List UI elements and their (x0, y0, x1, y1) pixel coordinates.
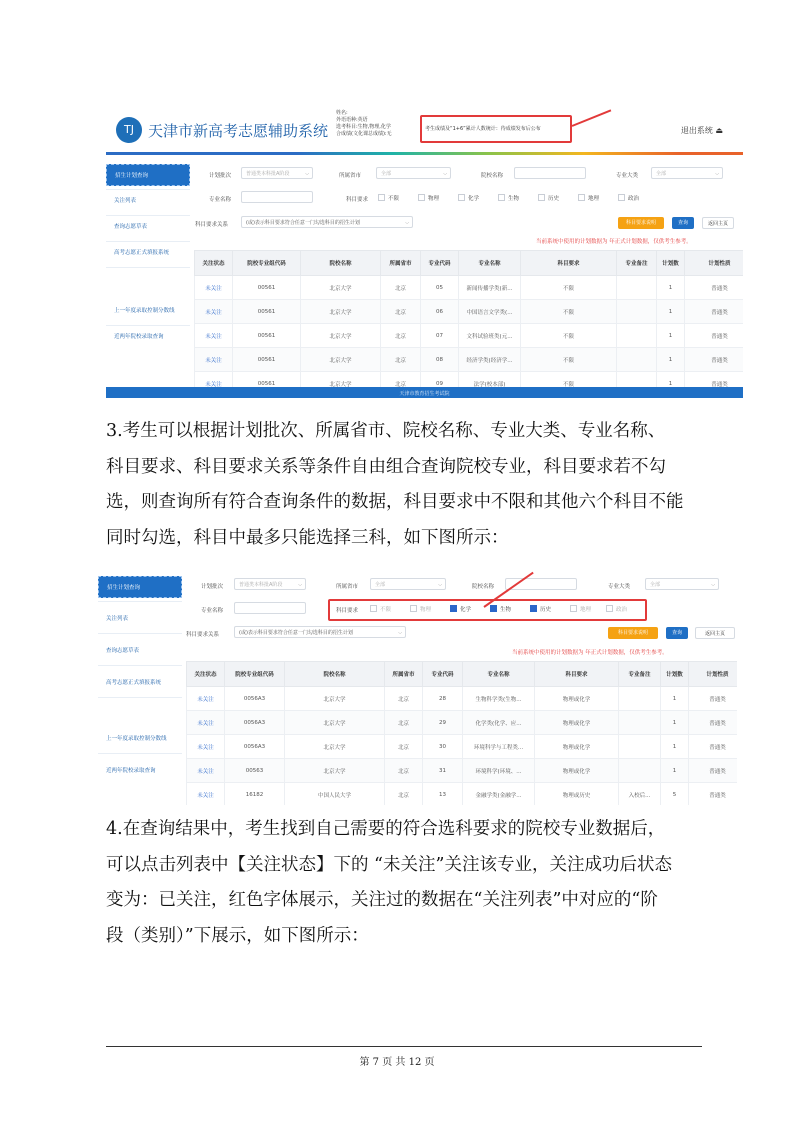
user-info: 姓名: 外语语种:英语 选考科目:生物,物理,化学 合成绩(文化课总成绩):无 (336, 110, 392, 137)
subject-desc-button[interactable]: 科目要求说明 (618, 217, 664, 229)
sidebar-item-plan-query[interactable]: 招生计划查询 (106, 164, 190, 186)
paragraph-4: 4.在查询结果中，考生找到自己需要的符合选科要求的院校专业数据后， 可以点击列表中【关注状态】下的 “未关注”关注该专业，关注成功后状态 变为：已关注，红色字体展示，关注过的数据在“关注列表”中对应的“阶 段（类别）”下展示，如下图所示： (106, 819, 672, 946)
follow-status-link[interactable]: 未关注 (195, 348, 233, 372)
major-name-label: 专业名称 (209, 197, 232, 203)
sidebar-item-formal-apply[interactable]: 高考志愿正式填报系统 (114, 250, 170, 256)
major-name-label: 专业名称 (201, 608, 224, 614)
footer-divider (106, 1046, 702, 1047)
table-cell: 00561 (233, 348, 301, 372)
major-class-label: 专业大类 (608, 584, 631, 590)
province-select[interactable]: 全部 ⌵ (370, 578, 446, 590)
chevron-down-icon: ⌵ (443, 171, 447, 177)
major-class-label: 专业大类 (616, 173, 639, 179)
table-cell: 00561 (233, 324, 301, 348)
table-row (187, 759, 738, 783)
chevron-down-icon: ⌵ (305, 171, 309, 177)
table-cell: 普通类 (689, 759, 738, 783)
table-cell: 00561 (233, 372, 301, 396)
table-header-row (195, 251, 744, 276)
checkbox-physics[interactable]: 物理 (410, 605, 431, 613)
table-cell: 0056A3 (225, 735, 285, 759)
table-cell: 北京大学 (301, 276, 381, 300)
table-cell: 北京 (385, 687, 423, 711)
table-cell: 北京 (385, 783, 423, 806)
table-cell (619, 759, 661, 783)
table-row (195, 276, 744, 300)
table-cell: 北京 (385, 759, 423, 783)
subject-req-label: 科目要求 (346, 197, 369, 203)
table-cell: 北京大学 (301, 348, 381, 372)
table-cell (617, 324, 657, 348)
plan-batch-label: 计划批次 (201, 584, 224, 590)
checkbox-unlimited[interactable]: 不限 (370, 605, 391, 613)
table-row (195, 300, 744, 324)
relation-label: 科目要求关系 (195, 222, 229, 228)
table-cell: 物理或历史 (535, 783, 619, 806)
table-cell: 北京 (381, 300, 421, 324)
query-button[interactable]: 查询 (672, 217, 694, 229)
major-name-input[interactable] (241, 191, 313, 203)
table-row (187, 711, 738, 735)
follow-status-link[interactable]: 未关注 (187, 783, 225, 806)
table-cell: 北京大学 (301, 324, 381, 348)
plan-warning: 当前系统中使用的计划数据为 年正式计划数据，仅供考生参考。 (512, 650, 668, 656)
college-label: 院校名称 (481, 173, 504, 179)
checkbox-politics[interactable]: 政治 (606, 605, 627, 613)
column-header: 所属省市 (385, 662, 423, 687)
table-cell: 1 (661, 687, 689, 711)
sidebar-item-last-year-score[interactable]: 上一年度录取控制分数线 (114, 308, 175, 314)
table-cell: 北京 (381, 372, 421, 396)
table-cell: 北京大学 (301, 300, 381, 324)
major-name-input[interactable] (234, 602, 306, 614)
checkbox-chemistry[interactable]: 化学 (458, 194, 479, 202)
column-header: 专业备注 (619, 662, 661, 687)
table-cell: 05 (421, 276, 459, 300)
table-cell: 北京大学 (285, 759, 385, 783)
table-cell: 文科试验班类(元... (459, 324, 521, 348)
table-cell: 1 (657, 348, 685, 372)
table-cell: 07 (421, 324, 459, 348)
table-cell: 16182 (225, 783, 285, 806)
sidebar-item-two-year-admission[interactable]: 近两年院校录取查询 (114, 334, 164, 340)
table-cell: 08 (421, 348, 459, 372)
table-cell: 1 (657, 324, 685, 348)
table-cell: 北京 (385, 711, 423, 735)
relation-select[interactable]: (或)表示科目要求符合任意一门勾选科目的招生计划 ⌵ (241, 216, 413, 228)
table-cell: 1 (657, 300, 685, 324)
table-cell: 0056A3 (225, 687, 285, 711)
subject-desc-button[interactable]: 科目要求说明 (608, 627, 658, 639)
table-header-row (187, 662, 738, 687)
province-label: 所属省市 (336, 584, 359, 590)
table-cell: 30 (423, 735, 463, 759)
query-button[interactable]: 查询 (666, 627, 688, 639)
column-header: 计划数 (657, 251, 685, 276)
checkbox-geography[interactable]: 地理 (578, 194, 599, 202)
notice-highlight-box (420, 115, 572, 143)
sidebar-item-draft[interactable]: 查询志愿草表 (114, 224, 148, 230)
sidebar (98, 568, 182, 805)
table-cell: 入校后... (619, 783, 661, 806)
table-cell: 00563 (225, 759, 285, 783)
table-cell: 北京大学 (285, 687, 385, 711)
table-cell: 普通类 (689, 687, 738, 711)
table-cell: 1 (661, 759, 689, 783)
table-cell: 不限 (521, 324, 617, 348)
chevron-down-icon: ⌵ (715, 171, 719, 177)
follow-status-link[interactable]: 未关注 (195, 300, 233, 324)
table-cell: 普通类 (685, 324, 744, 348)
table-cell (617, 300, 657, 324)
table-cell: 物理或化学 (535, 735, 619, 759)
table-cell: 物理或化学 (535, 687, 619, 711)
plan-batch-label: 计划批次 (209, 173, 232, 179)
column-header: 院校名称 (301, 251, 381, 276)
table-cell: 北京 (381, 324, 421, 348)
table-cell: 28 (423, 687, 463, 711)
table-cell: 普通类 (689, 735, 738, 759)
table-cell (617, 276, 657, 300)
table-cell: 北京大学 (285, 711, 385, 735)
table-cell: 金融学类(金融学... (463, 783, 535, 806)
table-cell: 中国语言文学类(... (459, 300, 521, 324)
column-header: 专业代码 (423, 662, 463, 687)
table-cell: 北京大学 (285, 735, 385, 759)
chevron-down-icon: ⌵ (405, 220, 409, 226)
table-row (195, 348, 744, 372)
column-header: 专业名称 (459, 251, 521, 276)
table-cell: 物理或化学 (535, 759, 619, 783)
table-cell: 普通类 (685, 348, 744, 372)
column-header: 所属省市 (381, 251, 421, 276)
table-cell: 1 (661, 711, 689, 735)
column-header: 科目要求 (535, 662, 619, 687)
score-notice: 考生成绩及“1+6”累计人数统计：待成绩发布后公布 (425, 126, 541, 132)
table-cell: 经济学类(经济学... (459, 348, 521, 372)
table-cell: 生物科学类(生物... (463, 687, 535, 711)
chevron-down-icon: ⌵ (298, 582, 302, 588)
column-header: 计划性质 (689, 662, 738, 687)
table-row (195, 324, 744, 348)
sidebar (106, 160, 190, 385)
table-cell (617, 348, 657, 372)
relation-select[interactable]: (或)表示科目要求符合任意一门勾选科目的招生计划 ⌵ (234, 626, 406, 638)
checkbox-geography[interactable]: 地理 (570, 605, 591, 613)
table-cell: 不限 (521, 372, 617, 396)
paragraph-3: 3.考生可以根据计划批次、所属省市、院校名称、专业大类、专业名称、 科目要求、科目要求关系等条件自由组合查询院校专业，科目要求若不勾 选，则查询所有符合查询条件的数据，科目要求中不限和其他六个科目不能 同时勾选，科目中最多只能选择三科，如下图所示： (106, 421, 684, 548)
sidebar-item-follow-list[interactable]: 关注列表 (106, 616, 129, 622)
plan-warning: 当前系统中使用的计划数据为 年正式计划数据，仅供考生参考。 (536, 239, 692, 245)
table-cell: 普通类 (685, 300, 744, 324)
subject-table (186, 661, 737, 805)
screenshot-subject-query (98, 568, 737, 805)
column-header: 关注状态 (195, 251, 233, 276)
checkbox-chemistry[interactable]: 化学 (450, 605, 471, 613)
table-cell: 化学类(化学、应... (463, 711, 535, 735)
home-button[interactable]: 返回主页 (695, 627, 735, 639)
table-row (187, 687, 738, 711)
table-cell: 北京 (381, 276, 421, 300)
table-cell: 普通类 (689, 783, 738, 806)
column-header: 计划数 (661, 662, 689, 687)
table-cell: 北京大学 (301, 372, 381, 396)
major-class-select[interactable]: 全部 ⌵ (651, 167, 723, 179)
table-cell: 不限 (521, 300, 617, 324)
column-header: 科目要求 (521, 251, 617, 276)
plan-table (194, 250, 743, 396)
sidebar-item-plan-query[interactable]: 招生计划查询 (98, 576, 182, 598)
column-header: 专业代码 (421, 251, 459, 276)
sidebar-item-follow-list[interactable]: 关注列表 (114, 198, 137, 204)
college-label: 院校名称 (472, 584, 495, 590)
follow-status-link[interactable]: 未关注 (187, 711, 225, 735)
plan-batch-select[interactable]: 普通类本科批A阶段 ⌵ (234, 578, 306, 590)
follow-status-link[interactable]: 未关注 (187, 687, 225, 711)
annotation-arrow-icon (572, 109, 612, 127)
sidebar-item-last-year-score[interactable]: 上一年度录取控制分数线 (106, 736, 167, 742)
follow-status-link[interactable]: 未关注 (195, 276, 233, 300)
column-header: 院校专业组代码 (233, 251, 301, 276)
sidebar-item-draft[interactable]: 查询志愿草表 (106, 648, 140, 654)
app-header (106, 105, 743, 155)
screenshot-query-page (106, 105, 743, 398)
page-number: 第 7 页 共 12 页 (359, 1057, 435, 1068)
table-cell: 中国人民大学 (285, 783, 385, 806)
table-cell: 09 (421, 372, 459, 396)
checkbox-politics[interactable]: 政治 (618, 194, 639, 202)
major-class-select[interactable]: 全部 ⌵ (645, 578, 719, 590)
sidebar-item-formal-apply[interactable]: 高考志愿正式填报系统 (106, 680, 162, 686)
plan-batch-select[interactable]: 普通类本科批A阶段 ⌵ (241, 167, 313, 179)
table-cell: 普通类 (685, 276, 744, 300)
table-cell (619, 711, 661, 735)
checkbox-physics[interactable]: 物理 (418, 194, 439, 202)
table-cell: 北京 (381, 348, 421, 372)
column-header: 院校专业组代码 (225, 662, 285, 687)
column-header: 关注状态 (187, 662, 225, 687)
header-color-bar (106, 152, 743, 155)
table-cell: 5 (661, 783, 689, 806)
checkbox-history[interactable]: 历史 (530, 605, 551, 613)
table-cell (619, 735, 661, 759)
checkbox-history[interactable]: 历史 (538, 194, 559, 202)
table-cell: 新闻传播学类(新... (459, 276, 521, 300)
table-row (187, 735, 738, 759)
column-header: 专业名称 (463, 662, 535, 687)
app-title: 天津市新高考志愿辅助系统 (148, 122, 329, 140)
table-row (187, 783, 738, 806)
province-select[interactable]: 全部 ⌵ (376, 167, 451, 179)
home-button[interactable]: 返回主页 (702, 217, 734, 229)
subject-req-label: 科目要求 (336, 608, 359, 614)
table-cell: 0056A3 (225, 711, 285, 735)
table-cell: 31 (423, 759, 463, 783)
logout-button[interactable]: 退出系统 ⏏ (680, 126, 723, 135)
checkbox-biology[interactable]: 生物 (490, 605, 511, 613)
chevron-down-icon: ⌵ (711, 582, 715, 588)
table-cell: 法学(校本部) (459, 372, 521, 396)
table-cell: 1 (661, 735, 689, 759)
table-cell: 06 (421, 300, 459, 324)
relation-label: 科目要求关系 (186, 632, 220, 638)
chevron-down-icon: ⌵ (438, 582, 442, 588)
column-header: 计划性质 (685, 251, 744, 276)
table-cell: 1 (657, 372, 685, 396)
province-label: 所属省市 (339, 173, 362, 179)
table-cell: 北京 (385, 735, 423, 759)
table-cell: 00561 (233, 276, 301, 300)
table-cell: 00561 (233, 300, 301, 324)
table-cell: 不限 (521, 276, 617, 300)
follow-status-link[interactable]: 未关注 (195, 372, 233, 396)
table-cell: 普通类 (685, 372, 744, 396)
sidebar-item-two-year-admission[interactable]: 近两年院校录取查询 (106, 768, 156, 774)
checkbox-unlimited[interactable]: 不限 (378, 194, 399, 202)
tianjin-logo-icon: TJ (116, 117, 142, 143)
table-cell: 13 (423, 783, 463, 806)
chevron-down-icon: ⌵ (398, 630, 402, 636)
column-header: 院校名称 (285, 662, 385, 687)
follow-status-link[interactable]: 未关注 (195, 324, 233, 348)
table-cell: 普通类 (689, 711, 738, 735)
table-cell: 环境科学(环境、... (463, 759, 535, 783)
table-cell: 物理或化学 (535, 711, 619, 735)
page-footer-bar: 天津市教育招生考试院 (106, 387, 743, 398)
follow-status-link[interactable]: 未关注 (187, 759, 225, 783)
college-input[interactable] (514, 167, 586, 179)
table-cell: 环境科学与工程类... (463, 735, 535, 759)
table-cell: 不限 (521, 348, 617, 372)
table-cell (619, 687, 661, 711)
checkbox-biology[interactable]: 生物 (498, 194, 519, 202)
table-cell: 29 (423, 711, 463, 735)
column-header: 专业备注 (617, 251, 657, 276)
table-cell: 1 (657, 276, 685, 300)
follow-status-link[interactable]: 未关注 (187, 735, 225, 759)
